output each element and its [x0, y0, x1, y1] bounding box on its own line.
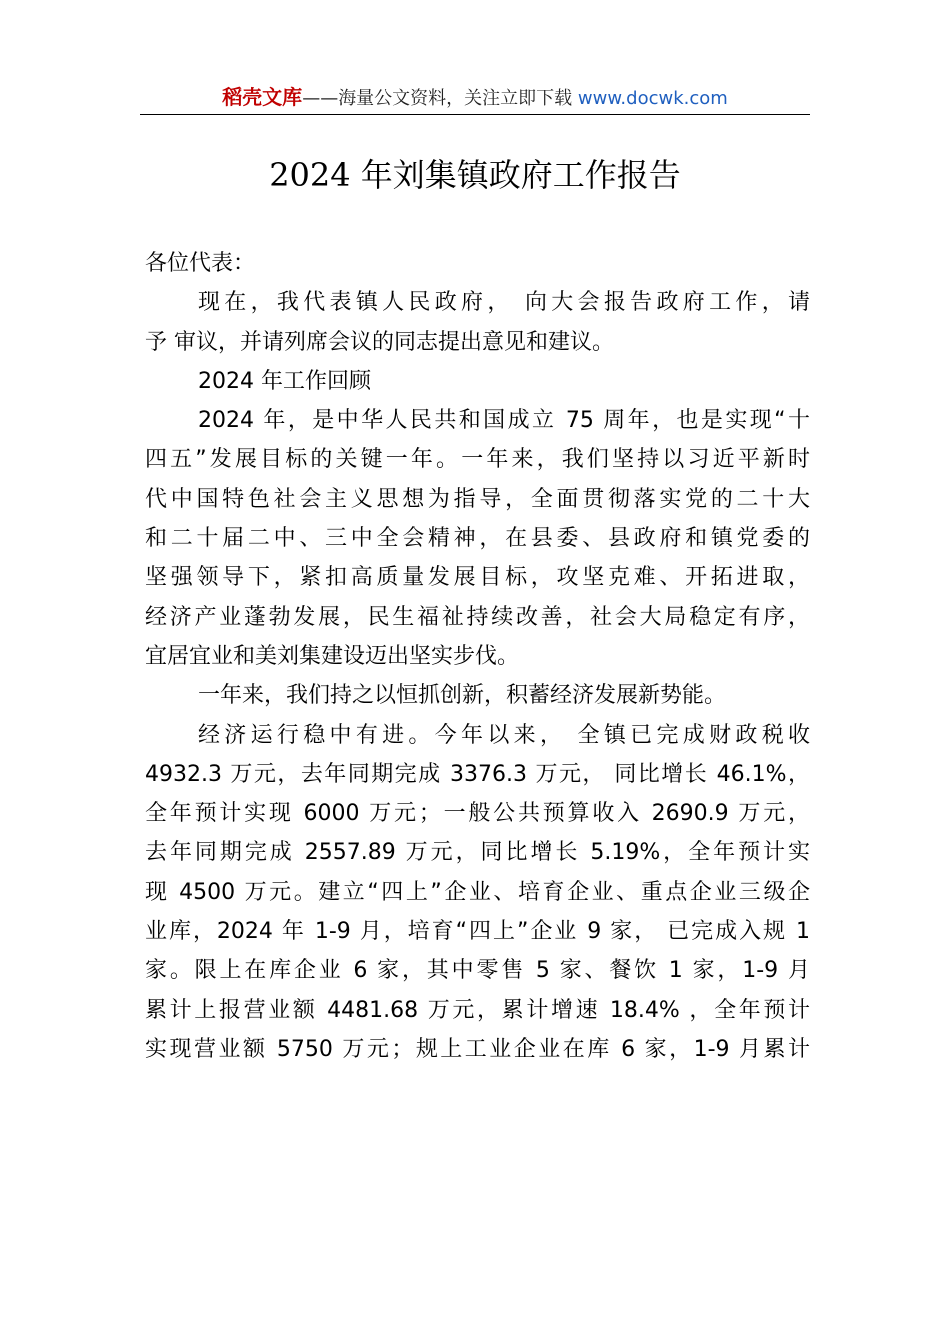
- paragraph-line: 坚强领导下，紧扣高质量发展目标，攻坚克难、开拓进取，: [145, 565, 810, 591]
- paragraph-line: 家。限上在库企业 6 家，其中零售 5 家、餐饮 1 家，1-9 月: [145, 958, 810, 984]
- paragraph-line: 4932.3 万元，去年同期完成 3376.3 万元， 同比增长 46.1%，: [145, 761, 810, 787]
- paragraph-line: 代中国特色社会主义思想为指导，全面贯彻落实党的二十大: [145, 486, 810, 512]
- header-tagline: ——海量公文资料，关注立即下载: [302, 88, 578, 109]
- section-heading: 2024 年工作回顾: [198, 368, 371, 394]
- header-url-link[interactable]: www.docwk.com: [577, 88, 728, 109]
- paragraph-line: 经济产业蓬勃发展，民生福祉持续改善，社会大局稳定有序，: [145, 604, 810, 630]
- paragraph-line: 累计上报营业额 4481.68 万元，累计增速 18.4% ，全年预计: [145, 997, 810, 1023]
- paragraph-line: 现在，我代表镇人民政府， 向大会报告政府工作，请: [198, 290, 810, 316]
- page-header: [140, 84, 810, 115]
- paragraph-line: 2024 年，是中华人民共和国成立 75 周年，也是实现“十: [198, 408, 810, 434]
- paragraph-line: 业库，2024 年 1-9 月，培育“四上”企业 9 家， 已完成入规 1: [145, 919, 810, 945]
- salutation: 各位代表：: [145, 251, 256, 276]
- paragraph-line: 现 4500 万元。建立“四上”企业、培育企业、重点企业三级企: [145, 879, 810, 905]
- paragraph-line: 予 审议，并请列席会议的同志提出意见和建议。: [145, 329, 614, 355]
- paragraph-line: 实现营业额 5750 万元；规上工业企业在库 6 家，1-9 月累计: [145, 1036, 810, 1062]
- paragraph-line: 一年来，我们持之以恒抓创新，积蓄经济发展新势能。: [198, 683, 727, 709]
- brand-logo-text: 稻壳文库: [222, 85, 303, 109]
- document-body: [145, 244, 810, 1069]
- paragraph-line: 四五”发展目标的关键一年。一年来，我们坚持以习近平新时: [145, 447, 810, 473]
- paragraph-line: 去年同期完成 2557.89 万元，同比增长 5.19%，全年预计实: [145, 840, 810, 866]
- paragraph-line: 全年预计实现 6000 万元；一般公共预算收入 2690.9 万元，: [145, 801, 810, 827]
- document-title: 2024 年刘集镇政府工作报告: [269, 156, 681, 194]
- paragraph-line: 和二十届二中、三中全会精神，在县委、县政府和镇党委的: [145, 526, 810, 552]
- paragraph-line: 经济运行稳中有进。今年以来， 全镇已完成财政税收: [198, 722, 810, 748]
- paragraph-line: 宜居宜业和美刘集建设迈出坚实步伐。: [145, 643, 520, 669]
